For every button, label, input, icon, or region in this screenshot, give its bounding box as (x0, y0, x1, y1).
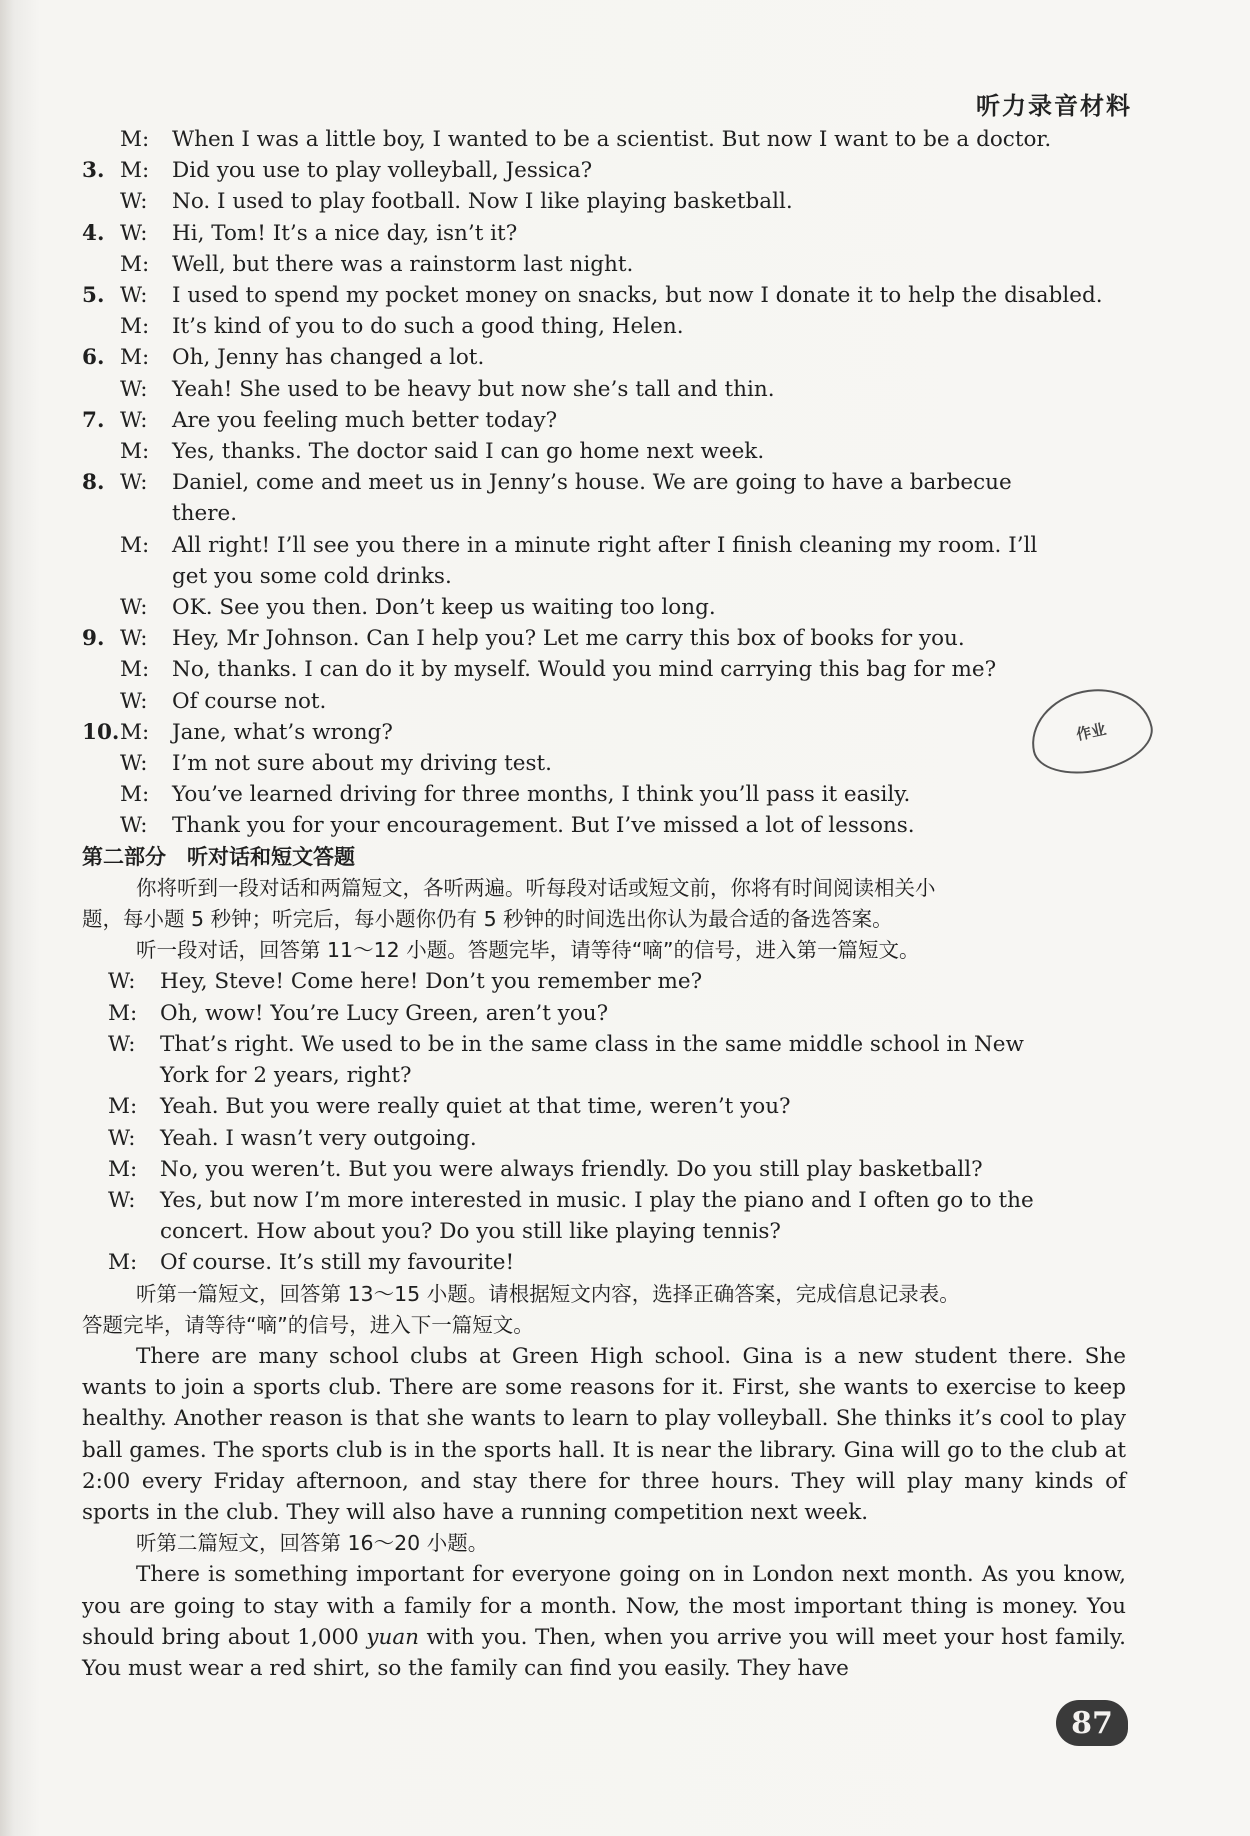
line-text: Did you use to play volleyball, Jessica? (172, 158, 593, 184)
line-text: Hey, Mr Johnson. Can I help you? Let me carry this box of books for you. (172, 626, 965, 652)
dialogue-line (82, 218, 1126, 249)
passage2-text-a: There is something important for everyone going on in London next month. As you know, you are going to stay with a family for a month. Now, the most important thing is money. You should bring about 1,000 (82, 1562, 1126, 1650)
dialog-line (82, 1185, 1126, 1216)
speaker-label: W: (120, 688, 148, 714)
line-text: Daniel, come and meet us in Jenny’s house. We are going to have a barbecue (172, 470, 1012, 496)
dialogue-line (82, 530, 1126, 561)
dialogue-line (82, 810, 1126, 841)
speaker-label: M: (120, 251, 150, 277)
dialogue-line (82, 155, 1126, 186)
speaker-label: M: (108, 1000, 138, 1026)
dialogue-line (82, 374, 1126, 405)
speaker-label: M: (120, 439, 150, 465)
item-number: 3. (82, 158, 105, 184)
speaker-label: W: (120, 626, 148, 652)
dialogue-line (82, 748, 1126, 779)
stamp-text: 作业 (1074, 719, 1108, 744)
speaker-label: W: (108, 1187, 136, 1213)
item-number (82, 592, 120, 623)
speaker-label: M: (120, 345, 150, 371)
passage2-italic-word: yuan (366, 1624, 420, 1650)
line-text: concert. How about you? Do you still like playing tennis? (160, 1219, 781, 1245)
line-text: there. (172, 501, 238, 527)
dialogue-line (82, 249, 1126, 280)
item-number: 4. (82, 220, 105, 246)
line-text: Yeah. But you were really quiet at that time, weren’t you? (160, 1094, 791, 1120)
speaker-label: M: (120, 127, 150, 152)
line-text: get you some cold drinks. (172, 563, 452, 589)
dialog-line (82, 1123, 1126, 1154)
line-text: Hey, Steve! Come here! Don’t you remember me? (160, 969, 703, 995)
item-number: 5. (82, 283, 105, 309)
line-text: Well, but there was a rainstorm last night. (172, 251, 634, 277)
item-number: 10. (82, 719, 120, 745)
item-number: 7. (82, 407, 105, 433)
speaker-label: W: (120, 283, 148, 309)
item-number (82, 686, 120, 717)
instructions-line-1: 你将听到一段对话和两篇短文，各听两遍。听每段对话或短文前，你将有时间阅读相关小 (136, 875, 936, 900)
dialog-line (82, 1029, 1126, 1060)
line-text: All right! I’ll see you there in a minute right after I finish cleaning my room. I’ll (172, 532, 1038, 558)
passage1-intro-line-1: 听第一篇短文，回答第 13～15 小题。请根据短文内容，选择正确答案，完成信息记录表。 (136, 1281, 960, 1306)
item-number: 9. (82, 626, 105, 652)
line-text: Are you feeling much better today? (172, 407, 558, 433)
speaker-label: W: (108, 969, 136, 995)
item-number (82, 186, 120, 217)
line-text: Of course not. (172, 688, 327, 714)
item-number (82, 436, 120, 467)
passage1-intro-line-2: 答题完毕，请等待“嘀”的信号，进入下一篇短文。 (82, 1312, 534, 1337)
speaker-label: M: (120, 657, 150, 683)
dialog-intro: 听一段对话，回答第 11～12 小题。答题完毕，请等待“嘀”的信号，进入第一篇短文。 (136, 938, 920, 963)
line-text: I’m not sure about my driving test. (172, 751, 552, 777)
item-number (82, 498, 120, 529)
speaker-label: M: (120, 314, 150, 340)
speaker-label: W: (120, 595, 148, 621)
item-number: 8. (82, 470, 105, 496)
item-number (82, 124, 120, 155)
part1-dialogues (82, 124, 1126, 842)
dialogue-line (82, 342, 1126, 373)
dialog-line (82, 1091, 1126, 1122)
dialogue-line (82, 436, 1126, 467)
line-text: Yes, thanks. The doctor said I can go home next week. (172, 439, 765, 465)
line-text: Yes, but now I’m more interested in music. I play the piano and I often go to the (160, 1187, 1034, 1213)
speaker-label: W: (108, 1125, 136, 1151)
speaker-label: M: (108, 1094, 138, 1120)
line-text: York for 2 years, right? (160, 1063, 412, 1089)
dialogue-line (82, 498, 1126, 529)
passage2-text-b: with you. Then, when you arrive you will meet your host family. You must wear a red shirt, so the family can find you easily. They have (82, 1624, 1126, 1681)
item-number (82, 530, 120, 561)
dialog-line (82, 1216, 1126, 1247)
item-number (82, 374, 120, 405)
speaker-label: W: (120, 751, 148, 777)
speaker-label: W: (108, 1031, 136, 1057)
dialog-line (82, 1247, 1126, 1278)
dialog-line (82, 966, 1126, 997)
speaker-label (120, 498, 172, 529)
line-text: No, thanks. I can do it by myself. Would you mind carrying this bag for me? (172, 657, 997, 683)
speaker-label: M: (120, 532, 150, 558)
line-text: No. I used to play football. Now I like playing basketball. (172, 189, 793, 215)
line-text: OK. See you then. Don’t keep us waiting too long. (172, 595, 716, 621)
dialogue-line (82, 124, 1126, 155)
line-text: That’s right. We used to be in the same class in the same middle school in New (160, 1031, 1024, 1057)
line-text: Yeah. I wasn’t very outgoing. (160, 1125, 477, 1151)
item-number: 6. (82, 345, 105, 371)
dialogue-line (82, 186, 1126, 217)
speaker-label (108, 1216, 160, 1247)
passage2-text (82, 1559, 1126, 1684)
page-content (82, 124, 1126, 1684)
dialogue-line (82, 717, 1126, 748)
speaker-label: W: (120, 376, 148, 402)
instructions-line-2: 题，每小题 5 秒钟；听完后，每小题你仍有 5 秒钟的时间选出你认为最合适的备选答案。 (82, 907, 893, 932)
dialog-line (82, 1060, 1126, 1091)
dialogue-line (82, 467, 1126, 498)
item-number (82, 249, 120, 280)
speaker-label: W: (120, 189, 148, 215)
speaker-label: W: (120, 407, 148, 433)
line-text: Oh, wow! You’re Lucy Green, aren’t you? (160, 1000, 609, 1026)
line-text: You’ve learned driving for three months, I think you’ll pass it easily. (172, 782, 911, 808)
part2-dialog (82, 966, 1126, 1278)
line-text: Jane, what’s wrong? (172, 719, 393, 745)
line-text: It’s kind of you to do such a good thing, Helen. (172, 314, 684, 340)
speaker-label: M: (120, 719, 150, 745)
speaker-label: M: (120, 782, 150, 808)
speaker-label: M: (120, 158, 150, 184)
item-number (82, 748, 120, 779)
speaker-label: W: (120, 813, 148, 839)
dialogue-line (82, 561, 1126, 592)
line-text: No, you weren’t. But you were always friendly. Do you still play basketball? (160, 1156, 983, 1182)
dialog-line (82, 1154, 1126, 1185)
dialogue-line (82, 592, 1126, 623)
dialogue-line (82, 405, 1126, 436)
speaker-label: M: (108, 1156, 138, 1182)
item-number (82, 810, 120, 841)
dialogue-line (82, 779, 1126, 810)
dialogue-line (82, 623, 1126, 654)
speaker-label: W: (120, 220, 148, 246)
page-header-title: 听力录音材料 (976, 92, 1132, 120)
dialogue-line (82, 686, 1126, 717)
item-number (82, 654, 120, 685)
item-number (82, 561, 120, 592)
page-number-badge: 87 (1056, 1700, 1128, 1746)
section-title: 第二部分 听对话和短文答题 (82, 844, 355, 869)
passage2-intro: 听第二篇短文，回答第 16～20 小题。 (136, 1531, 489, 1556)
speaker-label (120, 561, 172, 592)
dialogue-line (82, 280, 1126, 311)
line-text: Hi, Tom! It’s a nice day, isn’t it? (172, 220, 518, 246)
speaker-label: W: (120, 470, 148, 496)
line-text: I used to spend my pocket money on snacks, but now I donate it to help the disabled. (172, 283, 1103, 309)
dialog-line (82, 998, 1126, 1029)
line-text: Of course. It’s still my favourite! (160, 1250, 515, 1276)
item-number (82, 311, 120, 342)
passage1-text: There are many school clubs at Green High school. Gina is a new student there. She wants to join a sports club. There are some reasons for it. First, she wants to exercise to keep healthy. Another reason is that she wants to learn to play volleyball. She thinks it’s cool to play ball games. The sports club is in the sports hall. It is near the library. Gina will go to the club at 2:00 every Friday afternoon, and stay there for three hours. They will play many kinds of sports in the club. They will also have a running competition next week. (82, 1343, 1126, 1525)
speaker-label (108, 1060, 160, 1091)
item-number (82, 779, 120, 810)
speaker-label: M: (108, 1250, 138, 1276)
dialogue-line (82, 311, 1126, 342)
line-text: When I was a little boy, I wanted to be a scientist. But now I want to be a doctor. (172, 127, 1052, 152)
line-text: Oh, Jenny has changed a lot. (172, 345, 485, 371)
dialogue-line (82, 654, 1126, 685)
line-text: Yeah! She used to be heavy but now she’s tall and thin. (172, 376, 775, 402)
line-text: Thank you for your encouragement. But I’ve missed a lot of lessons. (172, 813, 915, 839)
